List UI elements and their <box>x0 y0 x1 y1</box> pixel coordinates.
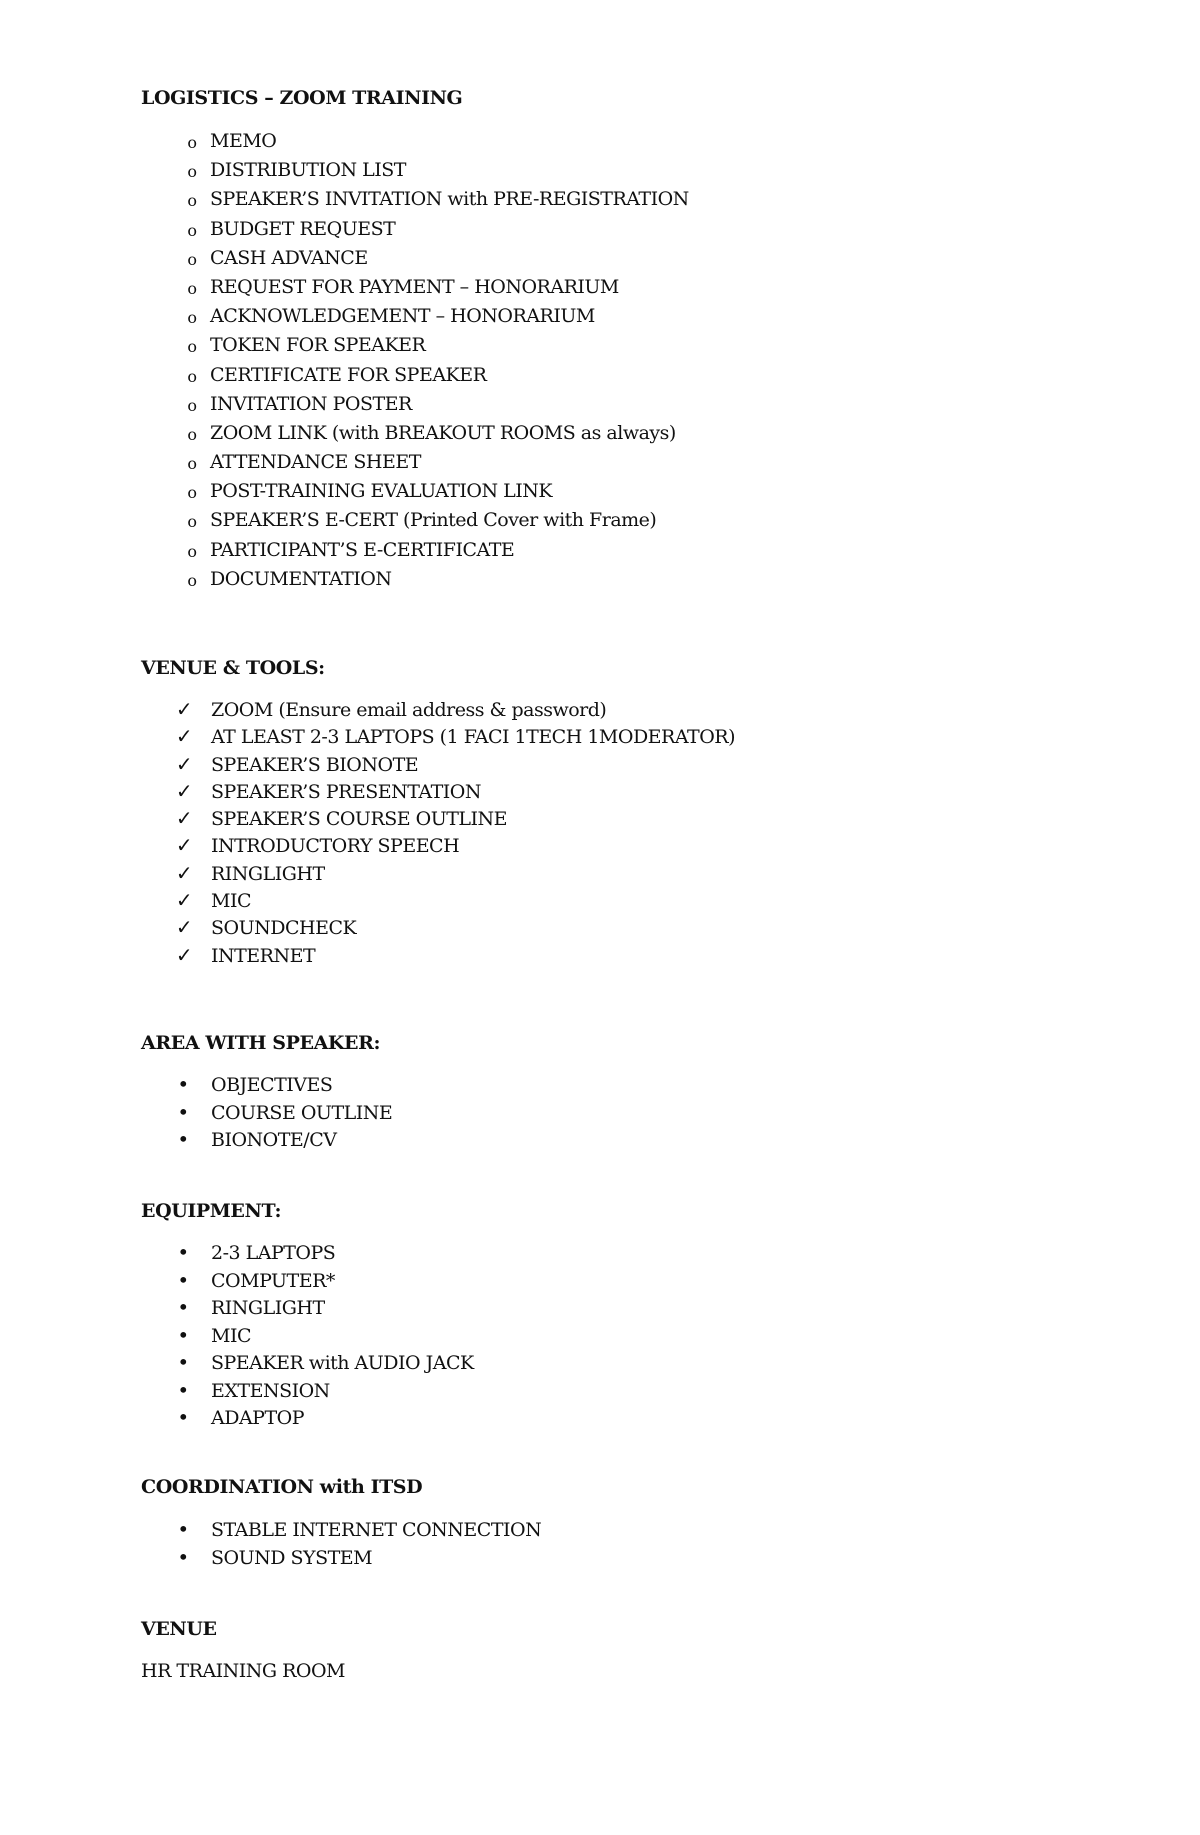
checkmark-icon: ✓ <box>175 860 193 885</box>
circle-bullet-icon: o <box>187 337 197 357</box>
circle-bullet-icon: o <box>187 278 197 298</box>
equipment-heading: EQUIPMENT: <box>141 1200 282 1222</box>
area-speaker-heading: AREA WITH SPEAKER: <box>141 1032 381 1054</box>
circle-bullet-icon: o <box>187 570 197 590</box>
checkmark-icon: ✓ <box>175 915 193 940</box>
bullet-icon: • <box>177 1544 189 1569</box>
checkmark-icon: ✓ <box>175 751 193 776</box>
venue-tools-heading: VENUE & TOOLS: <box>141 657 325 679</box>
bullet-icon: • <box>177 1072 189 1096</box>
bullet-icon: • <box>177 1517 189 1541</box>
circle-bullet-icon: o <box>187 366 197 386</box>
circle-bullet-icon: o <box>187 541 197 561</box>
circle-bullet-icon: o <box>187 220 197 240</box>
bullet-icon: • <box>177 1099 189 1124</box>
circle-bullet-icon: o <box>187 512 197 532</box>
circle-bullet-icon: o <box>187 191 197 211</box>
circle-bullet-icon: o <box>187 162 197 182</box>
checkmark-icon: ✓ <box>175 888 193 913</box>
bullet-icon: • <box>177 1322 189 1347</box>
venue-text: HR TRAINING ROOM <box>141 1660 346 1682</box>
checkmark-icon: ✓ <box>175 697 193 721</box>
circle-bullet-icon: o <box>187 395 197 415</box>
checkmark-icon: ✓ <box>175 806 193 831</box>
bullet-icon: • <box>177 1267 189 1292</box>
circle-bullet-icon: o <box>187 308 197 328</box>
venue-heading: VENUE <box>141 1618 217 1640</box>
checkmark-icon: ✓ <box>175 724 193 749</box>
circle-bullet-icon: o <box>187 424 197 444</box>
bullet-icon: • <box>177 1295 189 1319</box>
coordination-heading: COORDINATION with ITSD <box>141 1476 423 1498</box>
checkmark-icon: ✓ <box>175 942 193 967</box>
circle-bullet-icon: o <box>187 249 197 269</box>
bullet-icon: • <box>177 1350 189 1374</box>
checkmark-icon: ✓ <box>175 833 193 858</box>
document-page: LOGISTICS – ZOOM TRAINING o MEMO o DISTRIBUTION LIST o SPEAKER’S INVITATION with PRE-REGISTRATION o BUDGET REQUEST o CASH ADVANCE o REQUEST FOR PAYMENT – HONORARIUM o ACKNOWLEDGEMENT – HONORARIUM o TOKEN FOR SPEAKER o CERTIFICATE FOR SPEAKER o INVITATION POSTER o ZOOM LINK (with BREAKOUT ROOMS as always) o ATTENDANCE SHEET o POST-TRAINING EVALUATION LINK o SPEAKER’S E-CERT (Printed Cover with Frame) o PARTICIPANT’S E-CERTIFICATE o DOCUMENTATION VENUE & TOOLS: ✓ ZOOM (Ensure email address & password) ✓ AT LEAST 2-3 LAPTOPS (1 FACI 1TECH 1MODERATOR) ✓ SPEAKER’S BIONOTE ✓ SPEAKER’S PRESENTATION ✓ SPEAKER’S COURSE OUTLINE ✓ INTRODUCTORY SPEECH ✓ RINGLIGHT ✓ MIC ✓ SOUNDCHECK ✓ INTERNET AREA WITH SPEAKER: • OBJECTIVES • COURSE OUTLINE • BIONOTE/CV EQUIPMENT: • 2-3 LAPTOPS • COMPUTER* • RINGLIGHT • MIC • SPEAKER with AUDIO JACK • EXTENSION • ADAPTOP COORDINATION with ITSD • STABLE INTERNET CONNECTION • SOUND SYSTEM VENUE HR TRAINING ROOM <box>141 87 736 1682</box>
logistics-heading: LOGISTICS – ZOOM TRAINING <box>141 87 463 109</box>
circle-bullet-icon: o <box>187 133 197 152</box>
circle-bullet-icon: o <box>187 483 197 503</box>
bullet-icon: • <box>177 1127 189 1151</box>
circle-bullet-icon: o <box>187 454 197 474</box>
bullet-icon: • <box>177 1377 189 1402</box>
bullet-icon: • <box>177 1405 189 1429</box>
checkmark-icon: ✓ <box>175 778 193 803</box>
bullet-icon: • <box>177 1240 189 1264</box>
